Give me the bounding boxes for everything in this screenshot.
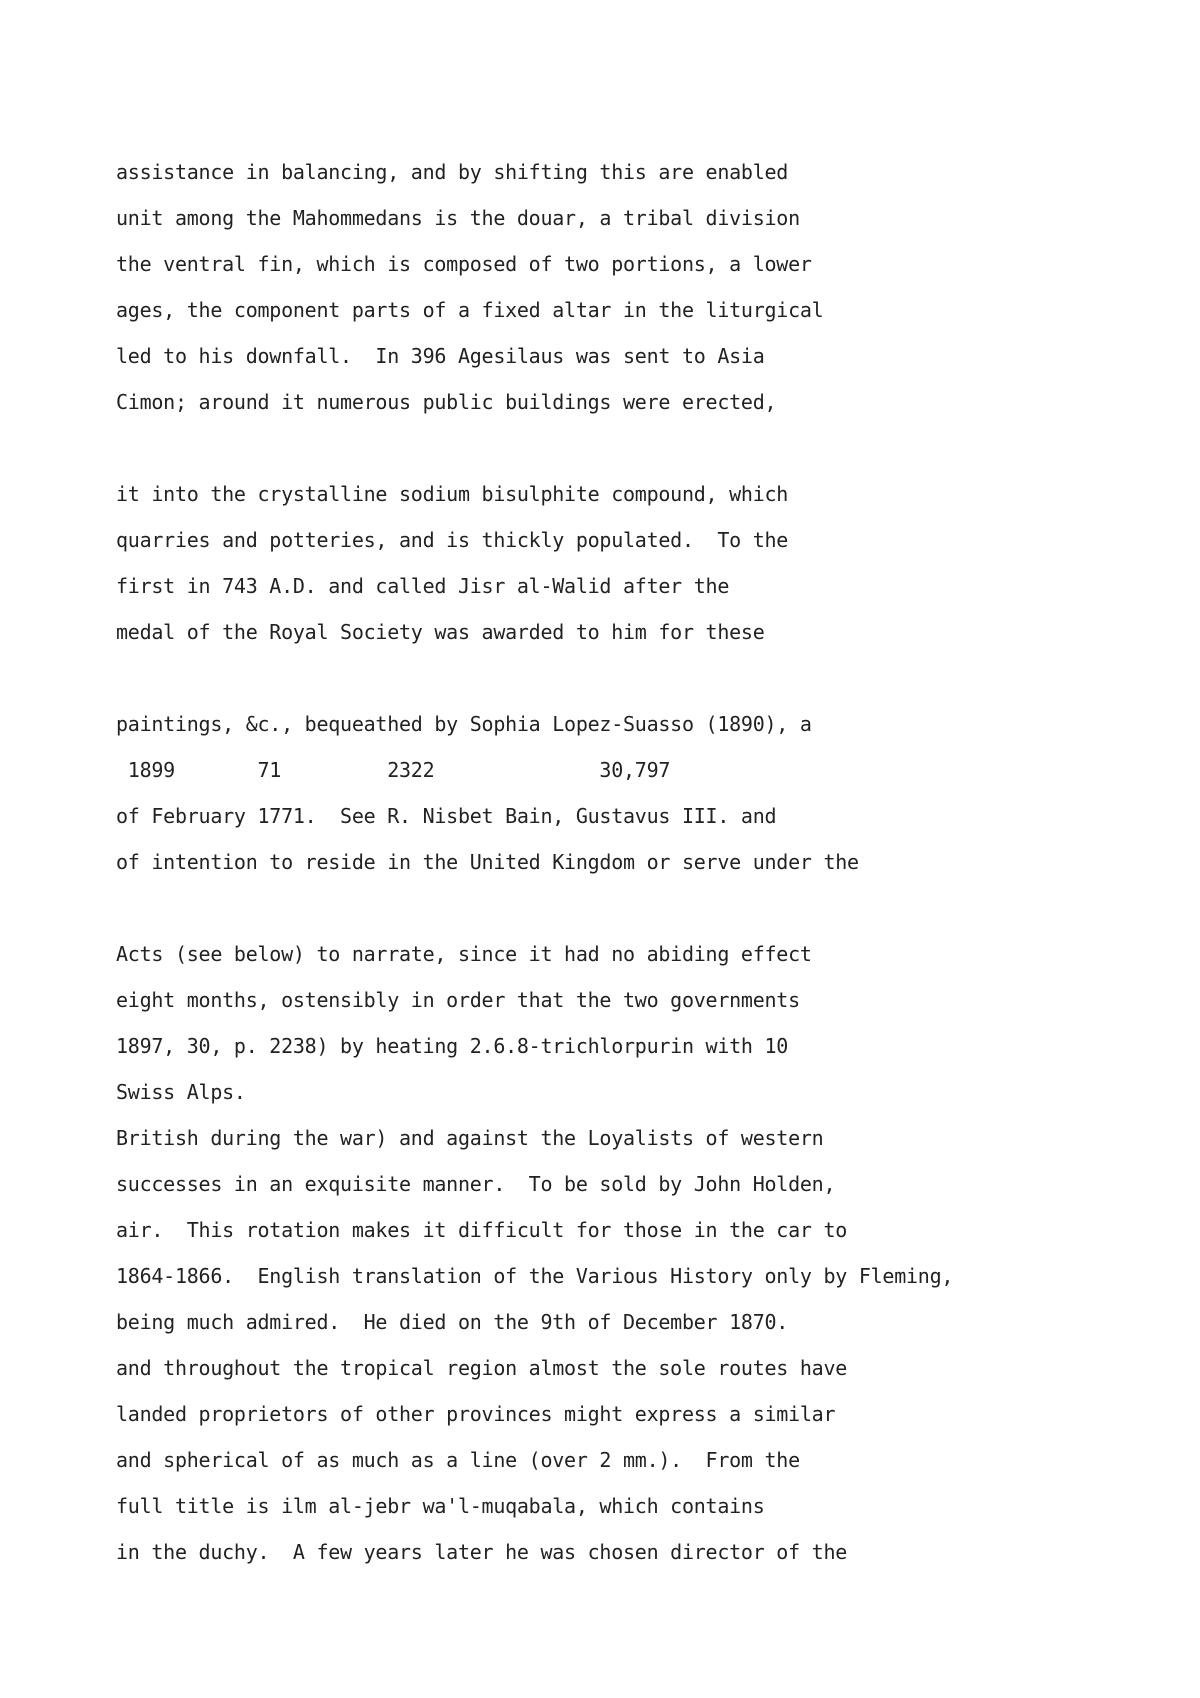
text-line: of intention to reside in the United Kingdom or serve under the [116, 850, 859, 874]
text-line: and throughout the tropical region almost the sole routes have [116, 1356, 848, 1380]
text-line: led to his downfall. In 396 Agesilaus was sent to Asia [116, 344, 765, 368]
text-line: ages, the component parts of a fixed altar in the liturgical [116, 298, 824, 322]
text-line: medal of the Royal Society was awarded to him for these [116, 620, 765, 644]
text-line: quarries and potteries, and is thickly populated. To the [116, 528, 789, 552]
text-line: Cimon; around it numerous public buildings were erected, [116, 390, 777, 414]
text-line: unit among the Mahommedans is the douar, a tribal division [116, 206, 800, 230]
text-line: in the duchy. A few years later he was chosen director of the [116, 1540, 848, 1564]
text-line: being much admired. He died on the 9th of December 1870. [116, 1310, 789, 1334]
text-line: British during the war) and against the Loyalists of western [116, 1126, 824, 1150]
text-line: the ventral fin, which is composed of two portions, a lower [116, 252, 812, 276]
text-line: successes in an exquisite manner. To be sold by John Holden, [116, 1172, 836, 1196]
text-line: 1864-1866. English translation of the Various History only by Fleming, [116, 1264, 954, 1288]
text-line: paintings, &c., bequeathed by Sophia Lopez-Suasso (1890), a [116, 712, 812, 736]
text-line: 1897, 30, p. 2238) by heating 2.6.8-trichlorpurin with 10 [116, 1034, 789, 1058]
text-line: Swiss Alps. [116, 1080, 246, 1104]
text-line: of February 1771. See R. Nisbet Bain, Gustavus III. and [116, 804, 777, 828]
text-line: assistance in balancing, and by shifting this are enabled [116, 160, 789, 184]
text-line: air. This rotation makes it difficult for those in the car to [116, 1218, 848, 1242]
text-line: first in 743 A.D. and called Jisr al-Walid after the [116, 574, 730, 598]
table-row: 1899 71 2322 30,797 [116, 758, 671, 782]
text-line: eight months, ostensibly in order that the two governments [116, 988, 800, 1012]
text-line: and spherical of as much as a line (over 2 mm.). From the [116, 1448, 800, 1472]
text-line: full title is ilm al-jebr wa'l-muqabala, which contains [116, 1494, 765, 1518]
text-line: landed proprietors of other provinces might express a similar [116, 1402, 836, 1426]
text-line: Acts (see below) to narrate, since it had no abiding effect [116, 942, 812, 966]
text-line: it into the crystalline sodium bisulphite compound, which [116, 482, 789, 506]
